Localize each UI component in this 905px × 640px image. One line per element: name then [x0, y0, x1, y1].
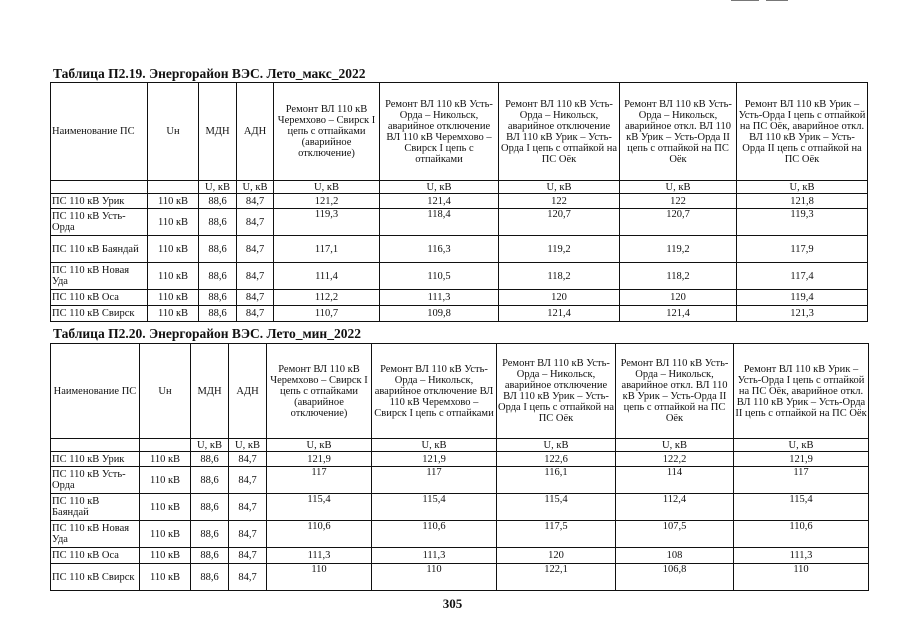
voltage-value: 114 [616, 467, 734, 494]
top-rule-right [766, 0, 788, 1]
unit-cell: U, кВ [372, 439, 497, 452]
station-name: ПС 110 кВ Оса [51, 548, 140, 564]
voltage-value: 110,7 [274, 306, 380, 322]
mdn-value: 88,6 [191, 521, 229, 548]
voltage-value: 119,2 [499, 236, 620, 263]
voltage-value: 110 [267, 564, 372, 591]
voltage-value: 111,3 [372, 548, 497, 564]
adn-value: 84,7 [237, 263, 274, 290]
voltage-value: 115,4 [267, 494, 372, 521]
unit-cell: U, кВ [616, 439, 734, 452]
nominal-voltage: 110 кВ [148, 194, 199, 209]
voltage-value: 121,4 [499, 306, 620, 322]
nominal-voltage: 110 кВ [140, 521, 191, 548]
nominal-voltage: 110 кВ [140, 548, 191, 564]
page-number: 305 [442, 596, 463, 611]
voltage-value: 122,6 [497, 452, 616, 467]
voltage-value: 110 [734, 564, 869, 591]
table-row [51, 494, 869, 521]
adn-value: 84,7 [237, 209, 274, 236]
adn-value: 84,7 [229, 467, 267, 494]
voltage-value: 112,2 [274, 290, 380, 306]
table-row [51, 236, 868, 263]
station-name: ПС 110 кВ Свирск [51, 306, 148, 322]
voltage-value: 120 [620, 290, 737, 306]
mdn-value: 88,6 [199, 194, 237, 209]
table-row [51, 467, 869, 494]
voltage-value: 115,4 [497, 494, 616, 521]
voltage-value: 111,3 [734, 548, 869, 564]
table-row [51, 306, 868, 322]
station-name: ПС 110 кВ Усть-Орда [51, 209, 148, 236]
voltage-value: 116,1 [497, 467, 616, 494]
mdn-value: 88,6 [191, 564, 229, 591]
unit-cell: U, кВ [237, 181, 274, 194]
voltage-value: 120,7 [620, 209, 737, 236]
table-row [51, 452, 869, 467]
nominal-voltage: 110 кВ [148, 306, 199, 322]
header-scenario-2: Ремонт ВЛ 110 кВ Усть-Орда – Никольск, аварийное отключение ВЛ 110 кВ Черемхово – Свирск I цепь с отпайками [380, 83, 499, 181]
station-name: ПС 110 кВ Оса [51, 290, 148, 306]
voltage-value: 121,4 [620, 306, 737, 322]
mdn-value: 88,6 [199, 263, 237, 290]
header-scenario-1: Ремонт ВЛ 110 кВ Черемхово – Свирск I цепь с отпайками (аварийное отключение) [267, 344, 372, 439]
header-scenario-3: Ремонт ВЛ 110 кВ Усть-Орда – Никольск, аварийное отключение ВЛ 110 кВ Урик – Усть-Орда I цепь с отпайкой на ПС Оёк [497, 344, 616, 439]
voltage-value: 111,3 [267, 548, 372, 564]
nominal-voltage: 110 кВ [148, 290, 199, 306]
voltage-value: 122,2 [616, 452, 734, 467]
voltage-value: 121,9 [372, 452, 497, 467]
voltage-value: 110 [372, 564, 497, 591]
nominal-voltage: 110 кВ [148, 236, 199, 263]
mdn-value: 88,6 [199, 290, 237, 306]
header-scenario-1: Ремонт ВЛ 110 кВ Черемхово – Свирск I цепь с отпайками (аварийное отключение) [274, 83, 380, 181]
header-scenario-5: Ремонт ВЛ 110 кВ Урик – Усть-Орда I цепь с отпайкой на ПС Оёк, аварийное откл. ВЛ 110 кВ Урик – Усть-Орда II цепь с отпайкой на ПС Оёк [734, 344, 869, 439]
table-caption-p2-19: Таблица П2.19. Энергорайон ВЭС. Лето_макс_2022 [53, 66, 366, 81]
voltage-value: 121,9 [734, 452, 869, 467]
mdn-value: 88,6 [191, 548, 229, 564]
unit-cell: U, кВ [499, 181, 620, 194]
table-row [51, 263, 868, 290]
header-nominal-voltage: Uн [148, 83, 199, 181]
voltage-value: 119,4 [737, 290, 868, 306]
unit-cell: U, кВ [191, 439, 229, 452]
voltage-value: 115,4 [734, 494, 869, 521]
header-station-name: Наименование ПС [51, 344, 140, 439]
station-name: ПС 110 кВ Новая Уда [51, 263, 148, 290]
station-name: ПС 110 кВ Усть-Орда [51, 467, 140, 494]
mdn-value: 88,6 [199, 306, 237, 322]
nominal-voltage: 110 кВ [148, 263, 199, 290]
voltage-table-summer-max [50, 82, 868, 322]
mdn-value: 88,6 [191, 452, 229, 467]
adn-value: 84,7 [237, 194, 274, 209]
unit-cell: U, кВ [274, 181, 380, 194]
table-row [51, 521, 869, 548]
top-rule-left [731, 0, 759, 1]
table-row [51, 194, 868, 209]
voltage-table-summer-min [50, 343, 869, 591]
units-row [51, 181, 868, 194]
header-adn: АДН [229, 344, 267, 439]
adn-value: 84,7 [237, 306, 274, 322]
nominal-voltage: 110 кВ [140, 452, 191, 467]
unit-cell: U, кВ [229, 439, 267, 452]
adn-value: 84,7 [237, 236, 274, 263]
voltage-value: 120,7 [499, 209, 620, 236]
header-scenario-4: Ремонт ВЛ 110 кВ Усть-Орда – Никольск, аварийное откл. ВЛ 110 кВ Урик – Усть-Орда II цепь с отпайкой на ПС Оёк [616, 344, 734, 439]
voltage-value: 110,6 [734, 521, 869, 548]
mdn-value: 88,6 [199, 209, 237, 236]
voltage-value: 121,2 [274, 194, 380, 209]
nominal-voltage: 110 кВ [140, 564, 191, 591]
voltage-value: 117,5 [497, 521, 616, 548]
unit-cell: U, кВ [620, 181, 737, 194]
table-row [51, 564, 869, 591]
station-name: ПС 110 кВ Урик [51, 452, 140, 467]
units-row [51, 439, 869, 452]
voltage-value: 122 [499, 194, 620, 209]
station-name: ПС 110 кВ Баяндай [51, 236, 148, 263]
voltage-value: 117,1 [274, 236, 380, 263]
station-name: ПС 110 кВ Новая Уда [51, 521, 140, 548]
unit-cell: U, кВ [734, 439, 869, 452]
voltage-value: 121,4 [380, 194, 499, 209]
station-name: ПС 110 кВ Урик [51, 194, 148, 209]
mdn-value: 88,6 [191, 467, 229, 494]
voltage-value: 110,6 [372, 521, 497, 548]
nominal-voltage: 110 кВ [140, 494, 191, 521]
header-mdn: МДН [191, 344, 229, 439]
voltage-value: 111,4 [274, 263, 380, 290]
voltage-value: 108 [616, 548, 734, 564]
voltage-value: 122 [620, 194, 737, 209]
nominal-voltage: 110 кВ [148, 209, 199, 236]
header-scenario-2: Ремонт ВЛ 110 кВ Усть-Орда – Никольск, аварийное отключение ВЛ 110 кВ Черемхово – Свирск I цепь с отпайками [372, 344, 497, 439]
unit-cell: U, кВ [380, 181, 499, 194]
voltage-value: 120 [499, 290, 620, 306]
voltage-value: 122,1 [497, 564, 616, 591]
nominal-voltage: 110 кВ [140, 467, 191, 494]
header-station-name: Наименование ПС [51, 83, 148, 181]
voltage-value: 109,8 [380, 306, 499, 322]
voltage-value: 120 [497, 548, 616, 564]
voltage-value: 121,3 [737, 306, 868, 322]
voltage-value: 119,3 [737, 209, 868, 236]
voltage-value: 115,4 [372, 494, 497, 521]
voltage-value: 118,2 [620, 263, 737, 290]
mdn-value: 88,6 [199, 236, 237, 263]
voltage-value: 117 [372, 467, 497, 494]
mdn-value: 88,6 [191, 494, 229, 521]
voltage-value: 106,8 [616, 564, 734, 591]
voltage-value: 107,5 [616, 521, 734, 548]
adn-value: 84,7 [229, 494, 267, 521]
voltage-value: 117 [267, 467, 372, 494]
table-row [51, 290, 868, 306]
voltage-value: 117,4 [737, 263, 868, 290]
header-scenario-4: Ремонт ВЛ 110 кВ Усть-Орда – Никольск, аварийное откл. ВЛ 110 кВ Урик – Усть-Орда II цепь с отпайкой на ПС Оёк [620, 83, 737, 181]
voltage-value: 111,3 [380, 290, 499, 306]
unit-cell: U, кВ [737, 181, 868, 194]
adn-value: 84,7 [229, 521, 267, 548]
adn-value: 84,7 [237, 290, 274, 306]
unit-cell: U, кВ [497, 439, 616, 452]
voltage-value: 119,3 [274, 209, 380, 236]
voltage-value: 118,2 [499, 263, 620, 290]
station-name: ПС 110 кВ Свирск [51, 564, 140, 591]
voltage-value: 110,6 [267, 521, 372, 548]
voltage-value: 121,8 [737, 194, 868, 209]
station-name: ПС 110 кВ Баяндай [51, 494, 140, 521]
header-scenario-3: Ремонт ВЛ 110 кВ Усть-Орда – Никольск, аварийное отключение ВЛ 110 кВ Урик – Усть-Орда I цепь с отпайкой на ПС Оёк [499, 83, 620, 181]
table-row [51, 209, 868, 236]
voltage-value: 119,2 [620, 236, 737, 263]
header-mdn: МДН [199, 83, 237, 181]
header-nominal-voltage: Uн [140, 344, 191, 439]
voltage-value: 121,9 [267, 452, 372, 467]
voltage-value: 117,9 [737, 236, 868, 263]
voltage-value: 116,3 [380, 236, 499, 263]
header-adn: АДН [237, 83, 274, 181]
table-row [51, 548, 869, 564]
unit-cell: U, кВ [199, 181, 237, 194]
adn-value: 84,7 [229, 548, 267, 564]
unit-cell: U, кВ [267, 439, 372, 452]
voltage-value: 117 [734, 467, 869, 494]
adn-value: 84,7 [229, 452, 267, 467]
voltage-value: 112,4 [616, 494, 734, 521]
header-scenario-5: Ремонт ВЛ 110 кВ Урик – Усть-Орда I цепь с отпайкой на ПС Оёк, аварийное откл. ВЛ 110 кВ Урик – Усть-Орда II цепь с отпайкой на ПС Оёк [737, 83, 868, 181]
table-caption-p2-20: Таблица П2.20. Энергорайон ВЭС. Лето_мин_2022 [53, 326, 361, 341]
adn-value: 84,7 [229, 564, 267, 591]
voltage-value: 110,5 [380, 263, 499, 290]
voltage-value: 118,4 [380, 209, 499, 236]
